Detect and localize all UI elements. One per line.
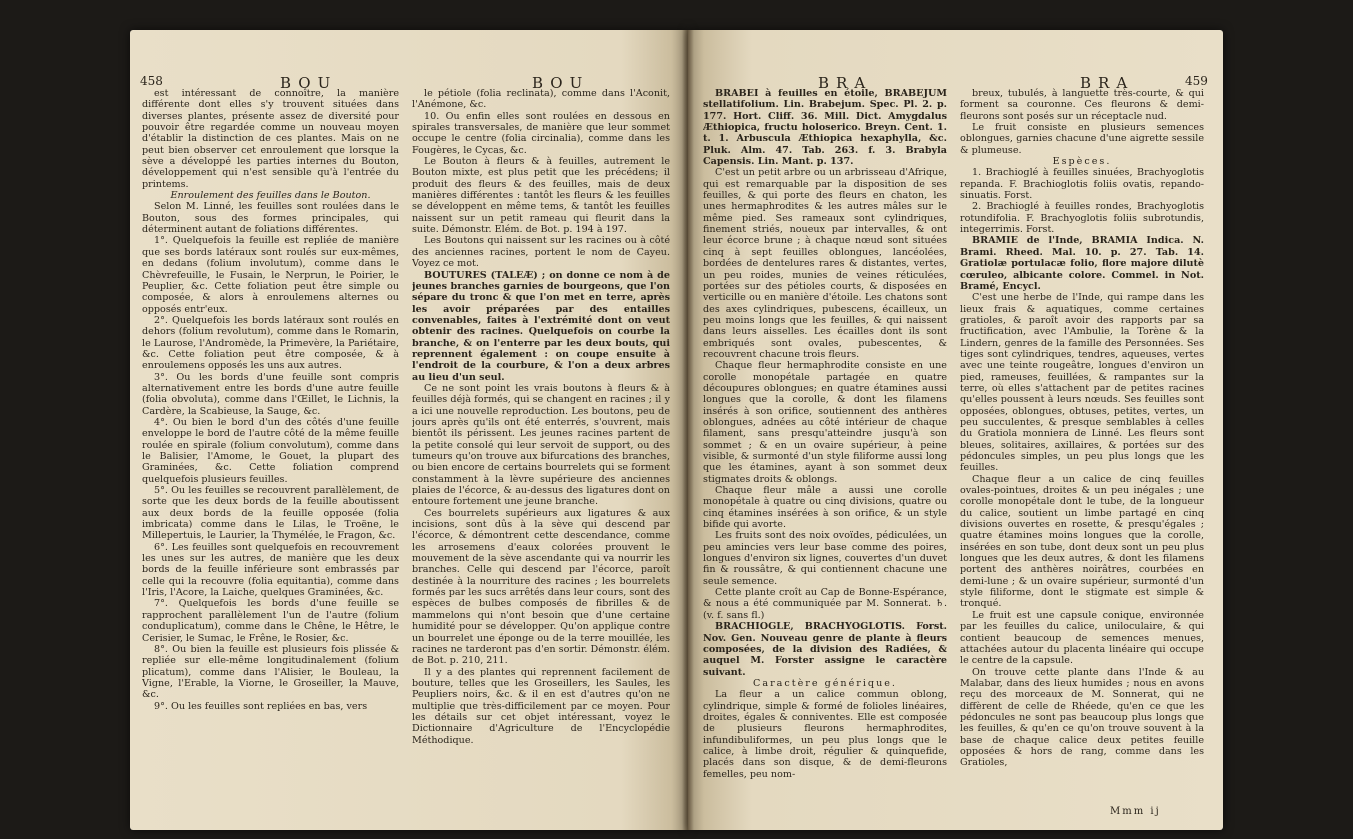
right-running-head-2: BRA [1080,74,1135,92]
paragraph: breux, tubulés, à languette très-courte, & qui forment sa couronne. Ces fleurons & demi-fleurons sont posés sur un réceptacle nud. [960,88,1204,122]
paragraph: Espèces. [1052,156,1112,168]
paragraph: Il y a des plantes qui reprennent facilement de bouture, telles que les Groseillers, les Saules, les Peupliers noirs, &c. & il en est d'autres qu'on ne multiplie que très-difficilement par ce moyen. Pour les détails sur cet objet intéressant, voyez le Dictionnaire d'Agriculture de l'Encyclopédie Méthodique. [412,666,670,746]
paragraph: BRABEI à feuilles en étoile, BRABEJUM stellatifolium. Lin. Brabejum. Spec. Pl. 2. p. 177. Hort. Cliff. 36. Mill. Dict. Amygdalus Æthiopica, fructu holoserico. Breyn. Cent. 1. t. 1. Arbuscula Æthiopica hexaphylla, &c. Pluk. Alm. 47. Tab. 263. f. 3. Brabyla Capensis. Lin. Mant. p. 137. [703,88,947,168]
signature-mark: Mmm ij [1110,806,1161,817]
left-page-column-2 [412,88,670,808]
paragraph: Le Bouton à fleurs & à feuilles, autrement le Bouton mixte, est plus petit que les précédens; il produit des fleurs & des feuilles, mais de deux manières différentes : tantôt les fleurs & les feuilles se développent en même tems, & tantôt les feuilles naissent sur un petit rameau qui fleurit dans la suite. Démonstr. Elém. de Bot. p. 194 à 197. [412,156,670,236]
paragraph: Les Boutons qui naissent sur les racines ou à côté des anciennes racines, portent le nom de Cayeu. Voyez ce mot. [412,235,670,270]
left-page-number: 458 [140,74,163,88]
paragraph: Les fruits sont des noix ovoïdes, pédiculées, un peu amincies vers leur base comme des poires, longues d'environ six lignes, couvertes d'un duvet fin & roussâtre, & qui contiennent chacune une seule semence. [703,530,947,587]
paragraph: 1. Brachioglé à feuilles sinuées, Brachyoglotis repanda. F. Brachioglotis foliis ovatis, repando-sinuatis. Forst. [960,167,1204,202]
paragraph: 7°. Quelquefois les bords d'une feuille se rapprochent parallèlement l'un de l'autre (folium conduplicatum), comme dans le Chêne, le Hêtre, le Cerisier, le Sumac, le Frêne, le Rosier, &c. [142,598,399,644]
right-page-number: 459 [1185,74,1208,88]
paragraph: Ce ne sont point les vrais boutons à fleurs & à feuilles déjà formés, qui se changent en racines ; il y a ici une nouvelle reproduction. Les boutons, peu de jours après qu'ils ont été enterrés, s'ouvrent, mais bientôt ils périssent. Les jeunes racines partent de la petite consolé qui leur servoit de support, ou des tumeurs qu'on trouve aux bifurcations des branches, ou bien encore de certains bourrelets qui se forment constamment à la lèvre supérieure des anciennes plaies de l'écorce, & au-dessus des ligatures dont on entoure fortement une jeune branche. [412,382,670,508]
paragraph: 1°. Quelquefois la feuille est repliée de manière que ses bords latéraux sont roulés sur eux-mêmes, en dedans (folium involutum), comme dans le Chèvrefeuille, le Fusain, le Nerprun, le Poirier, le Peuplier, &c. Cette foliation peut être simple ou composée, & alors à enroulemens alternes ou opposés entr'eux. [142,235,399,315]
paragraph: Chaque fleur hermaphrodite consiste en une corolle monopétale partagée en quatre découpures oblongues; en quatre étamines aussi longues que la corolle, & dont les filamens insérés à son orifice, soutiennent des anthères oblongues, adnées au côté intérieur de chaque filament, sans presqu'atteindre jusqu'à son sommet ; & en un ovaire supérieur, à peine visible, & surmonté d'un style filiforme aussi long que les étamines, ayant à son sommet deux stigmates droits & oblongs. [703,360,947,485]
paragraph: 2. Brachioglé à feuilles rondes, Brachyoglotis rotundifolia. F. Brachyoglotis foliis subrotundis, integerrimis. Forst. [960,201,1204,236]
paragraph: Enroulement des feuilles dans le Bouton. [170,190,371,202]
paragraph: 4°. Ou bien le bord d'un des côtés d'une feuille enveloppe le bord de l'autre côté de la même feuille roulée en spirale (folium convolutum), comme dans le Balisier, l'Amome, le Gouet, la plupart des Graminées, &c. Cette foliation comprend quelquefois plusieurs feuilles. [142,416,399,485]
paragraph: Ces bourrelets supérieurs aux ligatures & aux incisions, sont dûs à la sève qui descend par l'écorce, & démontrent cette descendance, comme les arrosemens d'eaux colorées prouvent le mouvement de la sève ascendante qui va nourrir les branches. Celle qui descend par l'écorce, paroît destinée à la nourriture des racines ; les bourrelets formés par les sucs arrêtés dans leur cours, sont des espèces de bulbes composés de fibrilles & de mammelons qui n'ont besoin que d'une certaine humidité pour se développer. Qu'on applique contre un bourrelet une éponge ou de la terre mouillée, les racines ne tarderont pas d'en sortir. Démonstr. élém. de Bot. p. 210, 211. [412,507,670,667]
paragraph: Le fruit consiste en plusieurs semences oblongues, garnies chacune d'une aigrette sessile & plumeuse. [960,122,1204,156]
paragraph: Chaque fleur a un calice de cinq feuilles ovales-pointues, droites & un peu inégales ; une corolle monopétale dont le tube, de la longueur du calice, soutient un limbe partagé en cinq divisions ouvertes en rosette, & presqu'égales ; quatre étamines moins longues que la corolle, insérées en son tube, dont deux sont un peu plus longues que les deux autres, & dont les filamens portent des anthères noirâtres, courbées en demi-lune ; & un ovaire supérieur, surmonté d'un style filiforme, dont le stigmate est simple & tronqué. [960,473,1204,610]
paragraph: 3°. Ou les bords d'une feuille sont compris alternativement entre les bords d'une autre feuille (folia obvoluta), comme dans l'Œillet, le Lichnis, la Cardère, la Scabieuse, la Sauge, &c. [142,371,399,417]
book-gutter [682,30,694,830]
paragraph: 8°. Ou bien la feuille est plusieurs fois plissée & repliée sur elle-même longitudinalement (folium plicatum), comme dans l'Alisier, le Bouleau, la Vigne, l'Erable, la Viorne, le Groseiller, la Mauve, &c. [142,643,399,701]
left-running-head-1: BOU [280,74,338,92]
right-running-head-1: BRA [818,74,873,92]
paragraph: le pétiole (folia reclinata), comme dans l'Aconit, l'Anémone, &c. [412,88,670,111]
paragraph: Caractère générique. [753,677,897,689]
paragraph: 10. Ou enfin elles sont roulées en dessous en spirales transversales, de manière que leur sommet occupe le centre (folia circinalia), comme dans les Fougères, le Cycas, &c. [412,110,670,156]
paragraph: C'est une herbe de l'Inde, qui rampe dans les lieux frais & aquatiques, comme certaines gratioles, & paroît avoir des rapports par sa fructification, avec l'Ambulie, la Torène & la Lindern, genres de la famille des Personnées. Ses tiges sont cylindriques, tendres, aqueuses, vertes avec une teinte rougeâtre, longues d'environ un pied, rameuses, feuillées, & rampantes sur la terre, où elles s'attachent par de petites racines qu'elles poussent à leurs nœuds. Ses feuilles sont opposées, oblongues, obtuses, petites, vertes, un peu succulentes, & presque semblables à celles du Gratiola monniera de Linné. Les fleurs sont bleues, solitaires, axillaires, & portées sur des pédoncules simples, un peu plus longs que les feuilles. [960,292,1204,474]
left-page-column-1 [142,88,399,808]
paragraph: 9°. Ou les feuilles sont repliées en bas, vers [154,700,368,712]
paragraph: On trouve cette plante dans l'Inde & au Malabar, dans des lieux humides ; nous en avons reçu des morceaux de M. Sonnerat, qui ne diffèrent de celle de Rhéede, qu'en ce que les pédoncules ne sont pas beaucoup plus longs que les feuilles, & qu'en ce qu'on trouve souvent à la base de chaque calice deux petites feuille opposées & hors de rang, comme dans les Gratioles, [960,666,1204,769]
paragraph: Chaque fleur mâle a aussi une corolle monopétale à quatre ou cinq divisions, quatre ou cinq étamines insérées à son orifice, & un style bifide qui avorte. [703,485,947,531]
right-page-column-2 [960,88,1204,792]
left-running-head-2: BOU [532,74,590,92]
paragraph: BOUTURES (TALEÆ) ; on donne ce nom à de jeunes branches garnies de bourgeons, que l'on sépare du tronc & que l'on met en terre, après les avoir préparées par des entailles convenables, faites à l'extrémité dont on veut obtenir des racines. Quelquefois on courbe la branche, & on l'enterre par les deux bouts, qui reprennent également : on coupe ensuite à l'endroit de la courbure, & l'on a deux arbres au lieu d'un seul. [412,269,670,383]
paragraph: 6°. Les feuilles sont quelquefois en recouvrement les unes sur les autres, de manière que les deux bords de la feuille inférieure sont embrassés par celle qui la recouvre (folia equitantia), comme dans l'Iris, l'Acore, la Laiche, quelques Graminées, &c. [142,541,399,599]
right-page-column-1 [703,88,947,808]
paragraph: C'est un petit arbre ou un arbrisseau d'Afrique, qui est remarquable par la disposition de ses feuilles, & qui porte des fleurs en chaton, les unes hermaphrodites & les autres mâles sur le même pied. Ses rameaux sont cylindriques, finement striés, noueux par intervalles, & ont leur écorce brune ; à chaque nœud sont situées cinq à sept feuilles oblongues, lancéolées, bordées de dentelures rares & distantes, vertes, un peu roides, munies de veines réticulées, portées sur des pétioles courts, & disposées en verticille ou en manière d'étoile. Les chatons sont des axes cylindriques, pubescens, écailleux, un peu moins longs que les feuilles, & qui naissent dans leurs aisselles. Les écailles dont ils sont embriqués sont ovales, pubescentes, & recouvrent chacune trois fleurs. [703,167,947,360]
paragraph: La fleur a un calice commun oblong, cylindrique, simple & formé de folioles linéaires, droites, égales & conniventes. Elle est composée de plusieurs fleurons hermaphrodites, infundibuliformes, un peu plus longs que le calice, à limbe droit, régulier & quinquefide, placés dans son disque, & de demi-fleurons femelles, peu nom- [703,689,947,780]
paragraph: est intéressant de connoître, la manière différente dont elles s'y trouvent situées dans diverses plantes, présente assez de diversité pour pouvoir être regardée comme un nouveau moyen d'établir la distinction de ces plantes. Mais on ne peut bien observer cet enroulement que lorsque la sève a développé les parties internes du Bouton, développement qui n'est sensible qu'à l'entrée du printems. [142,88,399,190]
paragraph: BRAMIE de l'Inde, BRAMIA Indica. N. Brami. Rheed. Mal. 10. p. 27. Tab. 14. Gratiolæ portulacæ folio, flore majore dilutè cœruleo, albicante colore. Commel. in Not. Bramé, Encycl. [960,235,1204,292]
paragraph: 5°. Ou les feuilles se recouvrent parallèlement, de sorte que les deux bords de la feuille aboutissent aux deux bords de la feuille opposée (folia imbricata) comme dans le Lilas, le Troëne, le Millepertuis, le Laurier, la Thymélée, le Fragon, &c. [142,485,399,542]
paragraph: Le fruit est une capsule conique, environnée par les feuilles du calice, uniloculaire, & qui contient beaucoup de semences menues, attachées autour du placenta linéaire qui occupe le centre de la capsule. [960,609,1204,667]
paragraph: BRACHIOGLE, BRACHYOGLOTIS. Forst. Nov. Gen. Nouveau genre de plante à fleurs composées, de la division des Radiées, & auquel M. Forster assigne le caractère suivant. [703,621,947,678]
paragraph: Selon M. Linné, les feuilles sont roulées dans le Bouton, sous des formes principales, qui déterminent autant de foliations différentes. [142,201,399,236]
paragraph: Cette plante croît au Cap de Bonne-Espérance, & nous a été communiquée par M. Sonnerat. ♄. (v. f. sans fl.) [703,587,947,621]
paragraph: 2°. Quelquefois les bords latéraux sont roulés en dehors (folium revolutum), comme dans le Romarin, le Laurose, l'Andromède, la Primevère, la Pariétaire, &c. Cette foliation peut être composée, & à enroulemens opposés les uns aux autres. [142,314,399,372]
